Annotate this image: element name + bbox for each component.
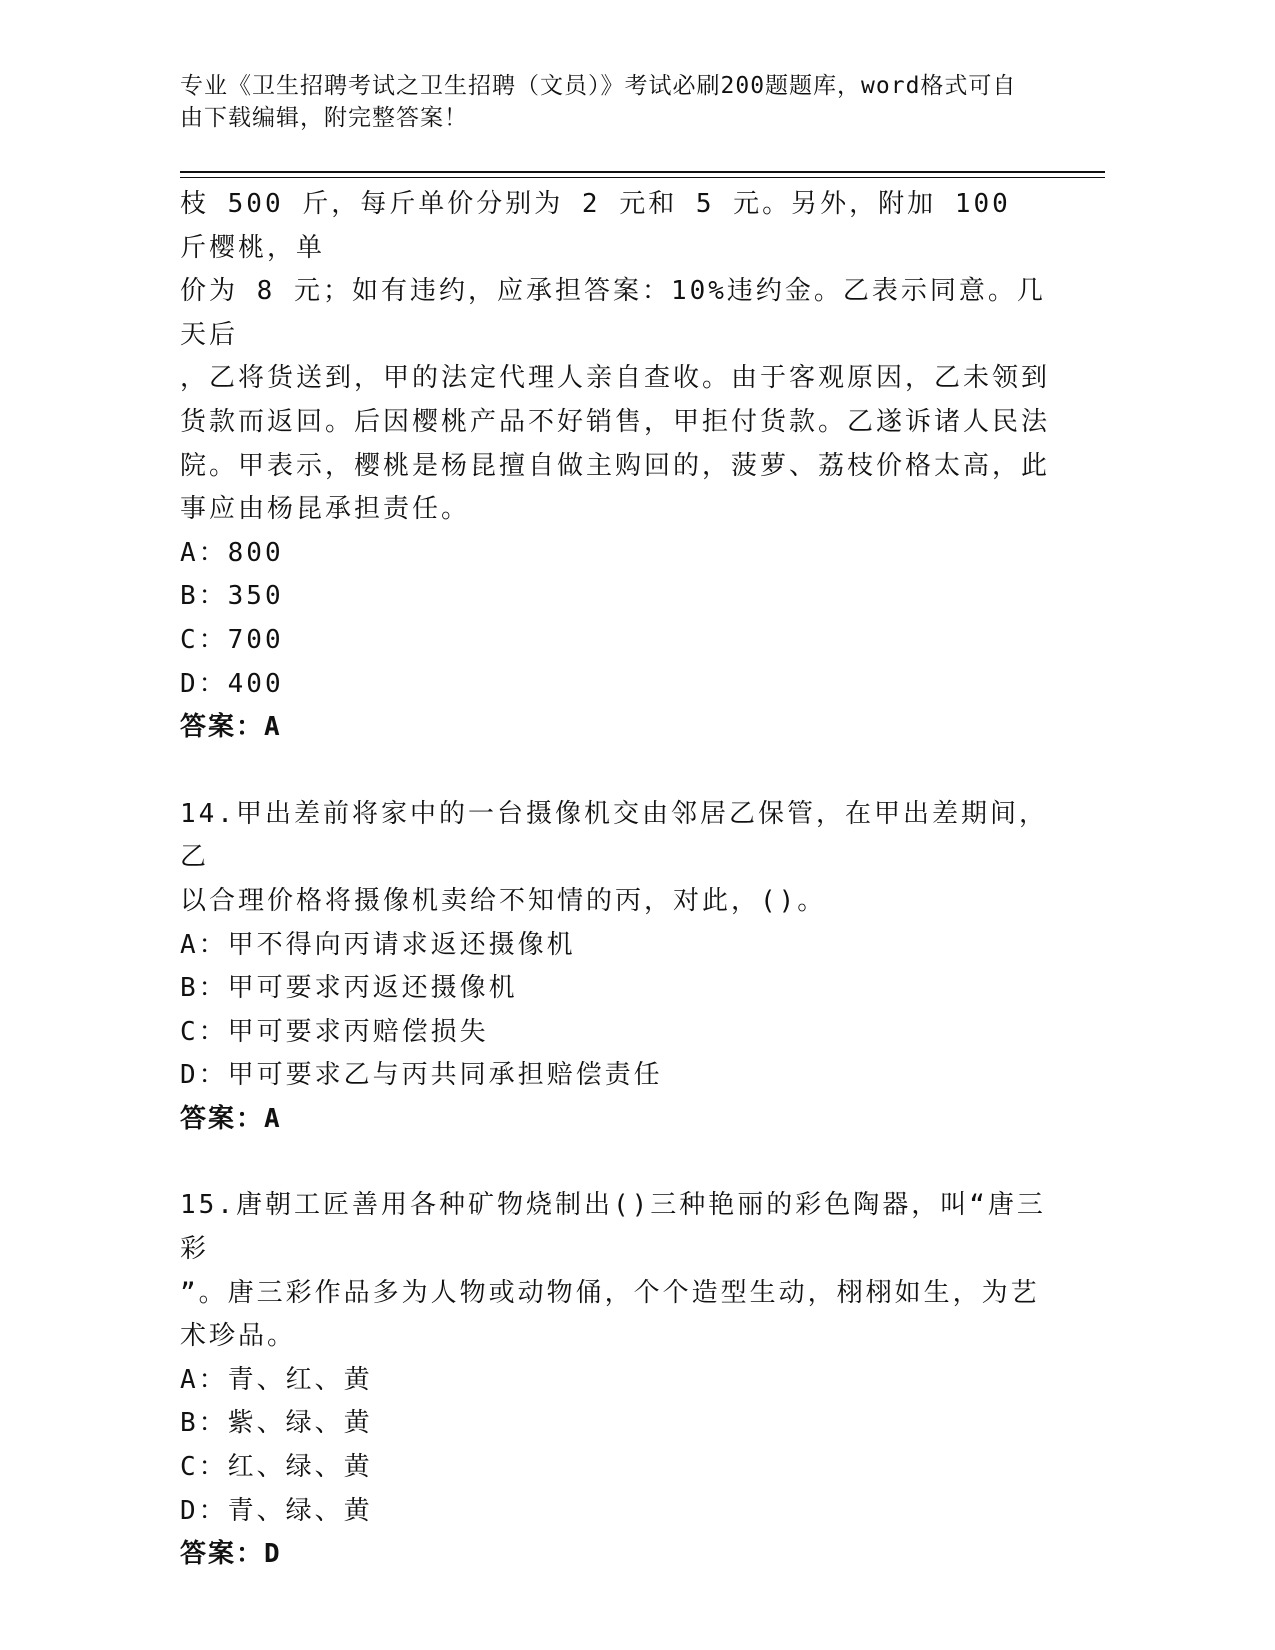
option-b: B：350 [180,581,284,612]
page-header [180,70,1040,134]
question-14 [180,793,1050,1142]
document-body [180,183,1050,1577]
question-15 [180,1184,1050,1576]
question-text-line: ”。唐三彩作品多为人物或动物俑，个个造型生动，栩栩如生，为艺 [180,1277,1040,1308]
question-text-line: 15.唐朝工匠善用各种矿物烧制出()三种艳丽的彩色陶器，叫“唐三彩 [180,1190,1046,1265]
option-d: D：400 [180,668,284,699]
option-c: C：红、绿、黄 [180,1452,373,1483]
question-text-line: 14.甲出差前将家中的一台摄像机交由邻居乙保管，在甲出差期间，乙 [180,798,1048,873]
option-b: B：紫、绿、黄 [180,1408,373,1439]
question-text-line: 院。甲表示，樱桃是杨昆擅自做主购回的，菠萝、荔枝价格太高，此 [180,450,1051,481]
option-d: D：青、绿、黄 [180,1495,373,1526]
option-b: B：甲可要求丙返还摄像机 [180,973,518,1004]
answer-line: 答案：A [180,1103,282,1134]
option-c: C：甲可要求丙赔偿损失 [180,1016,489,1047]
option-a: A：800 [180,537,284,568]
answer-line: 答案：D [180,1539,282,1570]
option-a: A：甲不得向丙请求返还摄像机 [180,929,576,960]
option-d: D：甲可要求乙与丙共同承担赔偿责任 [180,1060,663,1091]
answer-line: 答案：A [180,712,282,743]
header-divider [180,171,1105,173]
question-13-continued [180,183,1050,750]
question-text-line: 事应由杨昆承担责任。 [180,494,471,525]
question-text-line: 以合理价格将摄像机卖给不知情的丙，对此，()。 [180,885,827,916]
question-text-line: 价为 8 元；如有违约，应承担答案：10%违约金。乙表示同意。几天后 [180,276,1046,350]
option-a: A：青、红、黄 [180,1364,373,1395]
option-c: C：700 [180,624,284,655]
question-text-line: ，乙将货送到，甲的法定代理人亲自查收。由于客观原因，乙未领到 [180,363,1051,394]
question-text-line: 枝 500 斤，每斤单价分别为 2 元和 5 元。另外，附加 100 斤樱桃，单 [180,189,1011,263]
header-divider-thin [180,177,1105,178]
question-text-line: 术珍品。 [180,1321,297,1352]
question-text-line: 货款而返回。后因樱桃产品不好销售，甲拒付货款。乙遂诉诸人民法 [180,406,1051,437]
page-title: 专业《卫生招聘考试之卫生招聘（文员）》考试必刷200题题库，word格式可自由下载编辑，附完整答案！ [180,73,1017,131]
